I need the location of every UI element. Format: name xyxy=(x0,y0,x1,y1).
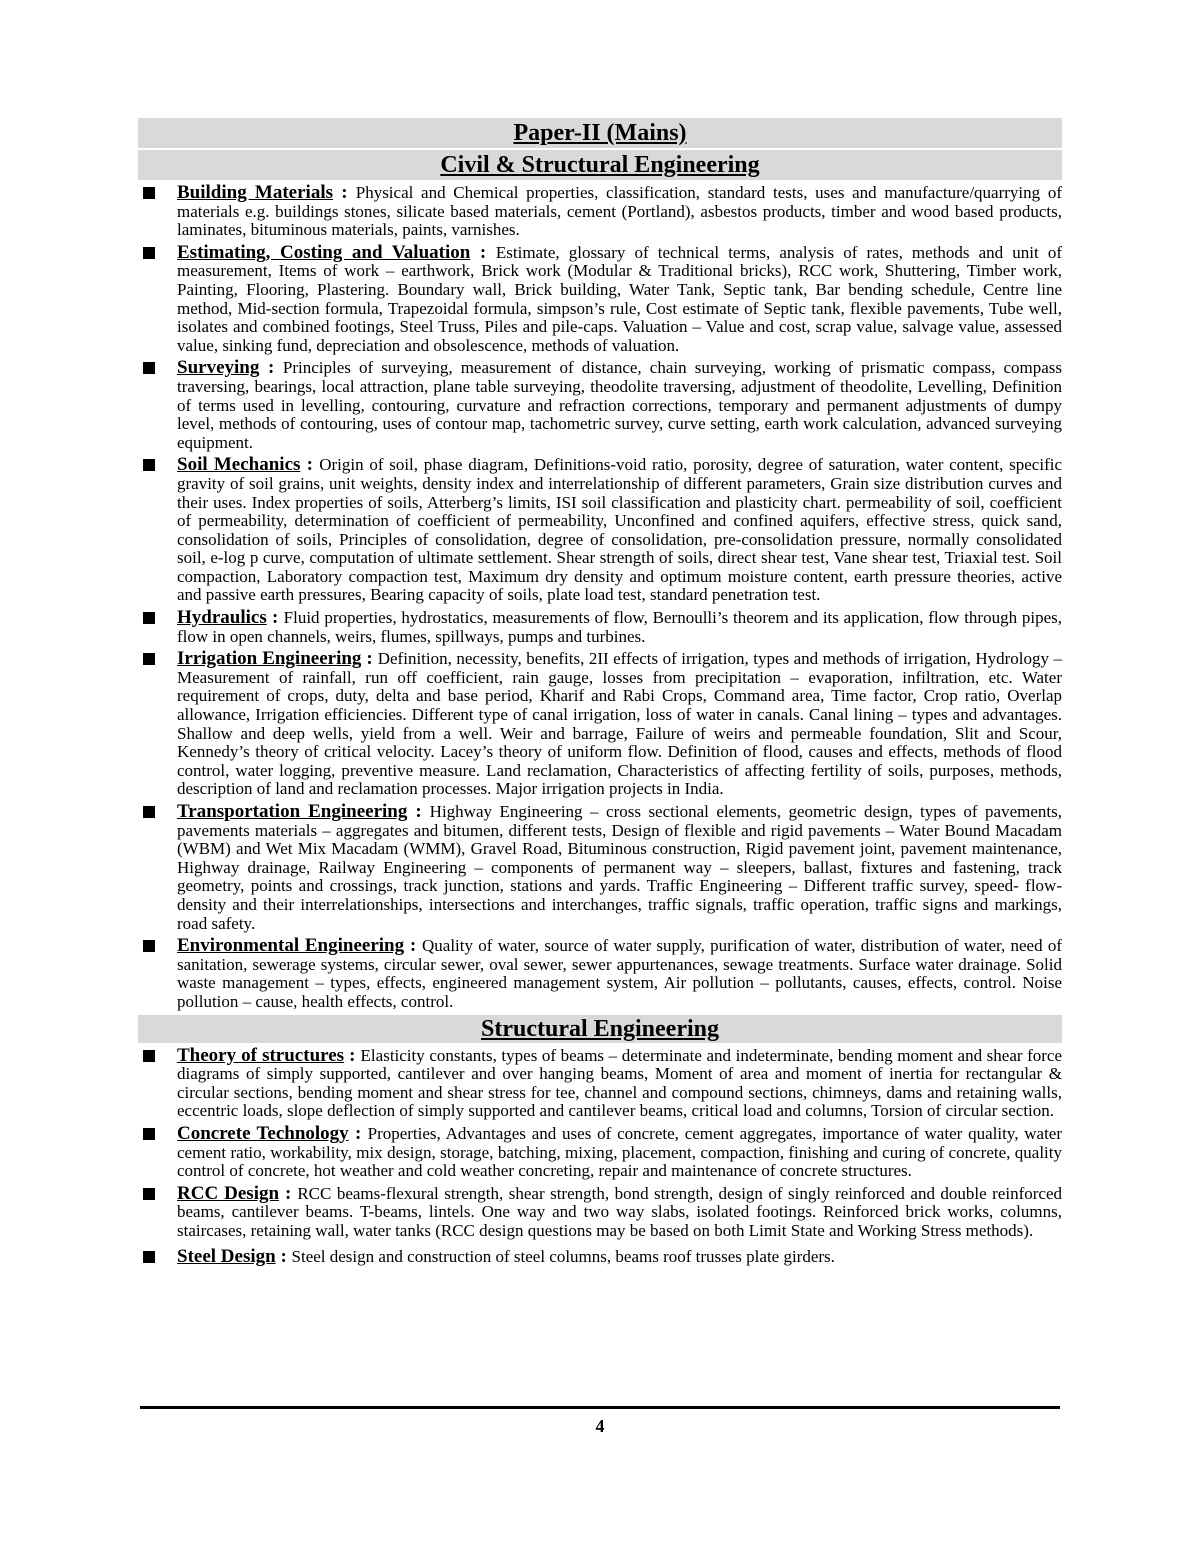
topic-theory-of-structures: Theory of structures : Elasticity constants, types of beams – determinate and indeterminate, bending moment and shear force diagrams of simply supported, cantilever and over hanging beams, Moment of area and moment of inertia for rectangular & circular sections, bending moment and shear stress for tee, channel and compound sections, chimneys, dams and retaining walls, eccentric loads, slope deflection of simply supported and cantilever beams, critical load and columns, Torsion of circular section. xyxy=(138,1047,1062,1121)
square-bullet-icon xyxy=(143,653,155,665)
topic-concrete-technology: Concrete Technology : Properties, Advantages and uses of concrete, cement aggregates, importance of water quality, water cement ratio, workability, mix design, storage, batching, mixing, placement, compaction, finishing and curing of concrete, quality control of concrete, hot weather and cold weather concreting, repair and maintenance of concrete structures. xyxy=(138,1125,1062,1181)
square-bullet-icon xyxy=(143,1128,155,1140)
syllabus-page xyxy=(138,118,1062,1267)
paper-title: Paper-II (Mains) xyxy=(138,118,1062,148)
square-bullet-icon xyxy=(143,459,155,471)
topic-soil-mechanics: Soil Mechanics : Origin of soil, phase diagram, Definitions-void ratio, porosity, degree of saturation, water content, specific gravity of soil grains, unit weights, density index and interrelationship of different parameters, Grain size distribution curves and their uses. Index properties of soils, Atterberg’s limits, ISI soil classification and plasticity chart. permeability of soil, coefficient of permeability, determination of coefficient of permeability, Unconfined and confined aquifers, effective stress, quick sand, consolidation of soils, Principles of consolidation, degree of consolidation, pre-consolidation pressure, normally consolidated soil, e-log p curve, computation of ultimate settlement. Shear strength of soils, direct shear test, Vane shear test, Triaxial test. Soil compaction, Laboratory compaction test, Maximum dry density and optimum moisture content, earth pressure theories, active and passive earth pressures, Bearing capacity of soils, plate load test, standard penetration test. xyxy=(138,456,1062,605)
square-bullet-icon xyxy=(143,806,155,818)
topic-list-structural xyxy=(138,1044,1063,1268)
subject-title: Civil & Structural Engineering xyxy=(138,150,1062,180)
square-bullet-icon xyxy=(143,940,155,952)
topic-building-materials: Building Materials : Physical and Chemical properties, classification, standard tests, uses and manufacture/quarrying of materials e.g. buildings stones, silicate based materials, cement (Portland), asbestos products, timber and wood based products, laminates, bituminous materials, paints, varnishes. xyxy=(138,184,1062,240)
topic-environmental: Environmental Engineering : Quality of water, source of water supply, purification of water, distribution of water, need of sanitation, sewerage systems, circular sewer, oval sewer, sewer appurtenances, sewage treatments. Surface water drainage. Solid waste management – types, effects, engineered management system, Air pollution – pollutants, causes, effects, control. Noise pollution – cause, health effects, control. xyxy=(138,937,1062,1011)
square-bullet-icon xyxy=(143,247,155,259)
topic-hydraulics: Hydraulics : Fluid properties, hydrostatics, measurements of flow, Bernoulli’s theorem and its application, flow through pipes, flow in open channels, weirs, flumes, spillways, pumps and turbines. xyxy=(138,609,1062,646)
square-bullet-icon xyxy=(143,187,155,199)
topic-estimating: Estimating, Costing and Valuation : Estimate, glossary of technical terms, analysis of rates, methods and unit of measurement, Items of work – earthwork, Brick work (Modular & Traditional bricks), RCC work, Shuttering, Timber work, Painting, Flooring, Plastering. Boundary wall, Brick building, Water Tank, Septic tank, Bar bending schedule, Centre line method, Mid-section formula, Trapezoidal formula, simpson’s rule, Cost estimate of Septic tank, flexible pavements, Tube well, isolates and combined footings, Steel Truss, Piles and pile-caps. Valuation – Value and cost, scrap value, salvage value, assessed value, sinking fund, depreciation and obsolescence, methods of valuation. xyxy=(138,244,1062,356)
topic-irrigation: Irrigation Engineering : Definition, necessity, benefits, 2II effects of irrigation, types and methods of irrigation, Hydrology – Measurement of rainfall, run off coefficient, rain gauge, losses from precipitation – evaporation, infiltration, etc. Water requirement of crops, duty, delta and base period, Kharif and Rabi Crops, Command area, Time factor, Crop ratio, Overlap allowance, Irrigation efficiencies. Different type of canal irrigation, loss of water in canals. Canal lining – types and advantages. Shallow and deep wells, yield from a well. Weir and barrage, Failure of weirs and permeable foundation, Slit and Scour, Kennedy’s theory of critical velocity. Lacey’s theory of uniform flow. Definition of flood, causes and effects, methods of flood control, water logging, preventive measure. Land reclamation, Characteristics of affecting fertility of soils, purposes, methods, description of land and reclamation processes. Major irrigation projects in India. xyxy=(138,650,1062,799)
page-number: 4 xyxy=(595,1416,605,1436)
topic-surveying: Surveying : Principles of surveying, measurement of distance, chain surveying, working of prismatic compass, compass traversing, bearings, local attraction, plane table surveying, theodolite traversing, adjustment of theodolite, Levelling, Definition of terms used in levelling, contouring, curvature and refraction corrections, temporary and permanent adjustments of dumpy level, methods of contouring, uses of contour map, tachometric survey, curve setting, earth work calculation, advanced surveying equipment. xyxy=(138,359,1062,452)
topic-list-general xyxy=(138,184,1062,1012)
topic-steel-design: Steel Design : Steel design and construction of steel columns, beams roof trusses plate girders. xyxy=(138,1248,1062,1267)
topic-transportation: Transportation Engineering : Highway Engineering – cross sectional elements, geometric design, types of pavements, pavements materials – aggregates and bitumen, different tests, Design of flexible and rigid pavements – Water Bound Macadam (WBM) and Wet Mix Macadam (WMM), Gravel Road, Bituminous construction, Rigid pavement joint, pavement maintenance, Highway drainage, Railway Engineering – components of permanent way – sleepers, ballast, fixtures and fastening, track geometry, points and crossings, track junction, stations and yards. Traffic Engineering – Different traffic survey, speed- flow-density and their interrelationships, intersections and interchanges, traffic signals, traffic operation, traffic signs and markings, road safety. xyxy=(138,803,1062,933)
square-bullet-icon xyxy=(143,1188,155,1200)
structural-section-title: Structural Engineering xyxy=(138,1015,1062,1043)
square-bullet-icon xyxy=(143,1251,155,1263)
square-bullet-icon xyxy=(143,612,155,624)
square-bullet-icon xyxy=(143,1050,155,1062)
square-bullet-icon xyxy=(143,362,155,374)
topic-rcc-design: RCC Design : RCC beams-flexural strength, shear strength, bond strength, design of singly reinforced and double reinforced beams, cantilever beams. T-beams, lintels. One way and two way slabs, isolated footings. Reinforced brick works, columns, staircases, retaining wall, water tanks (RCC design questions may be based on both Limit State and Working Stress methods). xyxy=(138,1185,1062,1241)
footer-rule xyxy=(140,1406,1060,1409)
